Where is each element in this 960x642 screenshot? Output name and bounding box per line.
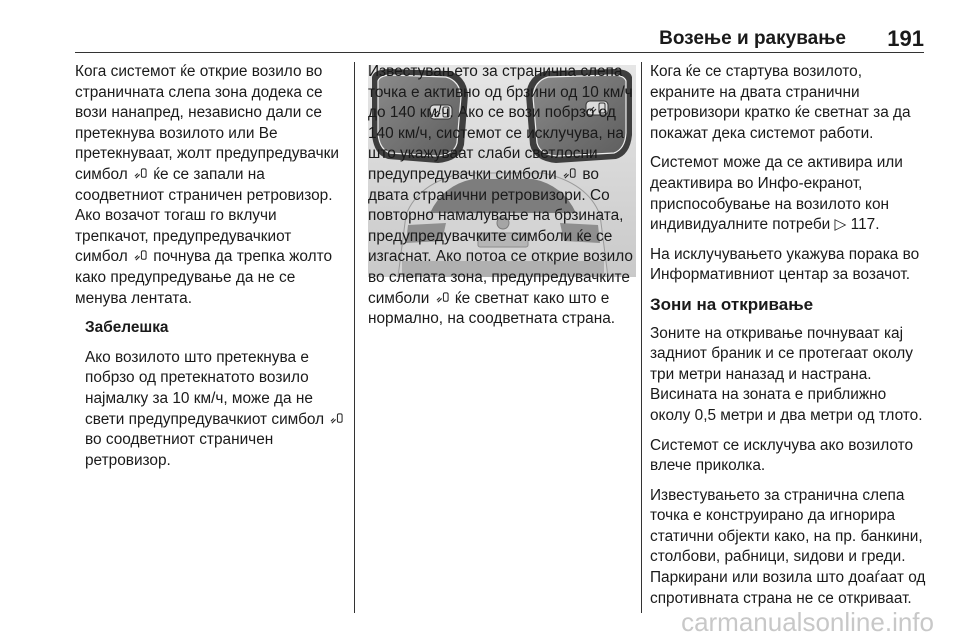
page-reference[interactable]: 117. (850, 216, 880, 234)
blind-spot-warning-icon (563, 167, 576, 180)
paragraph-trailer: Системот се исклучува ако возилото влече приколка. (650, 436, 914, 475)
watermark: carmanualsonline.info (681, 607, 934, 637)
note-text: Ако возилото што претекнува е побрзо од претекнатото возило најмалку за 10 км/ч, може да не свети предупредувачкиот симбол во соодветниот страничен ретровизор. (85, 348, 347, 472)
blind-spot-warning-icon (134, 249, 147, 262)
paragraph-deactivation: На исклучувањето укажува порака во Информативниот центар за возачот. (650, 245, 920, 284)
blind-spot-warning-icon (436, 291, 449, 304)
blind-spot-warning-icon (330, 412, 343, 425)
paragraph-detection: Кога системот ќе открие возило во страничната слепа зона додека се вози нанапред, независно дали се претекнува возилото или Ве претекнуваат, жолт предупредувачки симбол ќе се запали на соодветниот страничен ретровизор. Ако возачот тогаш го вклучи трепкачот, предупредувачкиот симбол почнува да трепка жолто како предупредување да не се менува лентата. (75, 63, 339, 307)
paragraph-activation: Системот може да се активира или деактивира во Инфо-екранот, приспособување на возилото кон индивидуалните потреби ▷ 117. (650, 154, 903, 234)
note-block (75, 318, 347, 471)
paragraph-startup: Кога ќе се стартува возилото, екраните на двата странични ретровизори кратко ќе светнат за да покажат дека системот работи. (650, 63, 911, 142)
page-reference-icon: ▷ (834, 216, 847, 234)
column-1 (75, 62, 347, 480)
column-divider-1 (354, 62, 355, 613)
paragraph-speed-range: Известувањето за странична слепа точка е активно од брзини од 10 км/ч до 140 км/ч. Ако се вози побрзо од 140 км/ч, системот се исклучува, на што укажуваат слаби светлосни предупредувачки симболи во двата странични ретровизори. Со повторно намалување на брзината, предупредувачките симболи ќе се изгаснат. Ако потоа се открие возило во слепата зона, предупредувачките симболи ќе светнат како што е нормално, на соодветната страна. (368, 63, 633, 328)
page-number: 191 (887, 26, 924, 51)
paragraph-static-objects: Известувањето за странична слепа точка е конструирано да игнорира статични објекти како, на пр. банкини, столбови, рабници, ѕидови и греди. Паркирани или возила што доаѓаат од спротивната страна не се откриваат. (650, 486, 926, 607)
header-title: Возење и ракување (659, 28, 846, 49)
column-divider-2 (641, 62, 642, 613)
header-rule (75, 52, 924, 53)
paragraph-zones: Зоните на откривање почнуваат кај задниот браник и се протегаат околу три метри наназад и настрана. Висината на зоната е приближно околу 0,5 метри и два метри од тлото. (650, 324, 923, 424)
note-title: Забелешка (85, 319, 169, 337)
blind-spot-warning-icon (134, 167, 147, 180)
column-3 (650, 62, 930, 618)
column-2 (368, 62, 636, 339)
section-title: Зони на откривање (650, 294, 814, 314)
page-header (75, 26, 924, 54)
